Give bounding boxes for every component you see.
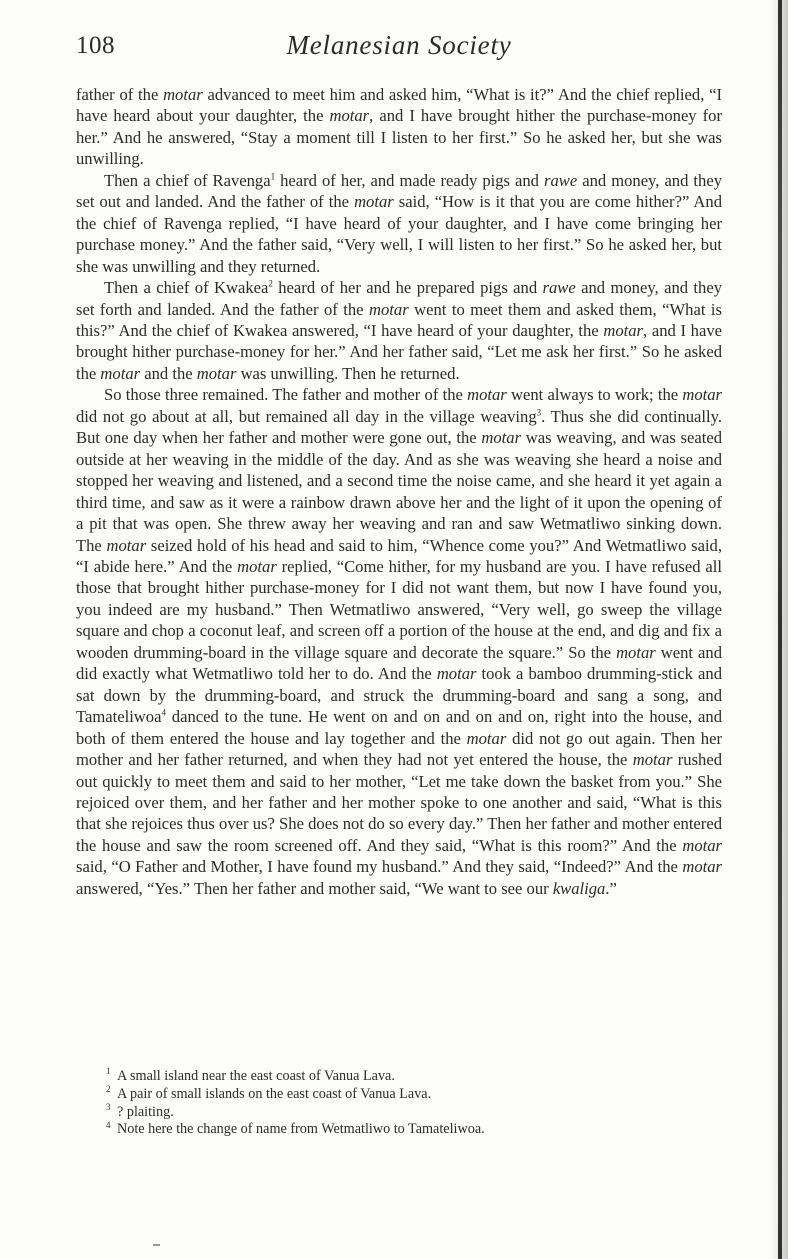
italic-term: motar [466,728,507,748]
text-run: .” [605,878,617,898]
body-text [76,84,722,899]
text-run: advanced to meet him and asked him, “What is it?” And the chief replied, “I have heard about your daughter, the [76,85,722,126]
footnote-text: A pair of small islands on the east coast of Vanua Lava. [117,1085,432,1102]
italic-term: motar [481,428,522,448]
italic-term: motar [196,363,237,383]
italic-term: motar [329,106,370,126]
print-speck [153,1244,160,1246]
text-run: and money, and they set forth and landed. And the father of the [76,278,722,319]
italic-term: motar [354,192,394,212]
text-run: , and I have brought hither purchase-money for her.” And her father said, “Let me ask her first.” So he asked the [76,320,722,383]
footnotes [106,1068,706,1139]
text-run: and money, and they set out and landed. And the father of the [76,170,722,212]
text-run: rushed out quickly to meet them and said to her mother, “Let me take down the basket from you.” She rejoiced over them, and her father and her mother spoke to one another and said, “What is this that she rejoices thus over us? She does not do so every day.” Then her father and mother entered the house and saw the room screened off. And they said, “What is this room?” And the [76,750,723,855]
italic-term: motar [682,835,722,855]
footnote-text: Note here the change of name from Wetmatliwo to Tamateliwoa. [117,1121,485,1138]
text-run: seized hold of his head and said to him, “Whence come you?” And Wetmatliwo said, “I abide here.” And the [76,535,722,576]
footnote-ref: 4 [161,707,166,718]
footnote: 4 Note here the change of name from Wetmatliwo to Tamateliwoa. [106,1119,485,1138]
text-run: answered, “Yes.” Then her father and mother said, “We want to see our [76,878,553,898]
footnote-ref: 3 [536,407,542,418]
footnote-ref: 1 [270,171,276,182]
text-run: heard of her and he prepared pigs and [272,278,543,298]
text-run: , and I have brought hither the purchase-money for her.” And he answered, “Stay a moment till I listen to her first.” So he asked her, but she was unwilling. [76,106,722,169]
italic-term: motar [369,299,409,319]
text-run: father of the [76,85,164,104]
italic-term: motar [603,320,644,340]
italic-term: motar [467,385,507,405]
italic-term: motar [237,556,277,576]
text-run: Then a chief of Kwakea [104,278,269,298]
running-title: Melanesian Society [286,30,512,60]
italic-term: kwaliga [552,878,606,898]
footnote-text: A small island near the east coast of Vanua Lava. [117,1068,395,1084]
italic-term: motar [616,642,656,662]
footnote: 3 ? plaiting. [106,1101,174,1120]
text-run: said, “O Father and Mother, I have found my husband.” And they said, “Indeed?” And the [76,857,683,877]
footnote: 2 A pair of small islands on the east coast of Vanua Lava. [106,1084,432,1102]
text-run: said, “How is it that you are come hither?” And the chief of Ravenga replied, “I have heard of your daughter, and I have come bringing her purchase money.” And the father said, “Very well, I will listen to her first.” So he asked her, but she was unwilling and they returned. [76,192,723,276]
paragraph [76,170,722,277]
text-run: did not go about at all, but remained all day in the village weaving [76,406,537,426]
italic-term: motar [632,750,673,770]
text-run: heard of her, and made ready pigs and [275,170,544,190]
text-run: was unwilling. Then he returned. [236,363,460,383]
paragraph [76,84,722,170]
footnote: 1 A small island near the east coast of Vanua Lava. [106,1066,395,1084]
text-run: did not go out again. Then her mother and her father returned, and when they had not yet entered the house, the [76,728,722,770]
binding-edge [778,0,782,1259]
paragraph [76,277,722,384]
text-run: replied, “Come hither, for my husband are you. I have refused all those that brought hither purchase-money for I did not want them, but now I have found you, you indeed are my husband.” Then Wetmatliwo answered, “Very well, go sweep the village square and chop a coconut leaf, and screen off a portion of the house at the end, and dig and fix a wooden drumming-board in the village square and decorate the square.” So the [76,556,722,662]
text-run: So those three remained. The father and mother of the [104,385,468,405]
italic-term: motar [682,857,722,877]
italic-term: motar [682,385,723,405]
text-run: went always to work; the [506,385,683,405]
text-run: Then a chief of Ravenga [104,170,271,190]
text-run: and the [140,363,197,383]
page-number: 108 [76,32,115,59]
footnote-ref: 2 [268,278,273,289]
text-run: . Thus she did continually. But one day when her father and mother were gone out, the [76,406,722,448]
text-run: went to meet them and asked them, “What is this?” And the chief of Kwakea answered, “I have heard of your daughter, the [76,299,722,340]
italic-term: motar [436,664,477,684]
italic-term: motar [106,535,147,555]
italic-term: motar [163,85,203,104]
italic-term: rawe [542,278,576,298]
italic-term: rawe [544,170,578,190]
text-run: danced to the tune. He went on and on and on and on, right into the house, and both of them entered the house and lay together and the [76,707,722,748]
paragraph [76,384,722,899]
footnote-text: ? plaiting. [117,1103,174,1120]
text-run: was weaving, and was seated outside at her weaving in the middle of the day. And as she was weaving she heard a noise and stopped her weaving and listened, and a second time the noise came, and she heard it yet again a third time, and saw as it were a rainbow drawn above her and the light of it upon the opening of a pit that was open. She threw away her weaving and ran and saw Wetmatliwo sinking down. The [76,428,722,555]
text-run: took a bamboo drumming-stick and sat down by the drumming-board, and struck the drumming-board and sang a song, and Tamateliwoa [76,664,722,727]
text-run: went and did exactly what Wetmatliwo told her to do. And the [76,642,722,684]
italic-term: motar [100,363,141,383]
page-header [76,30,722,66]
